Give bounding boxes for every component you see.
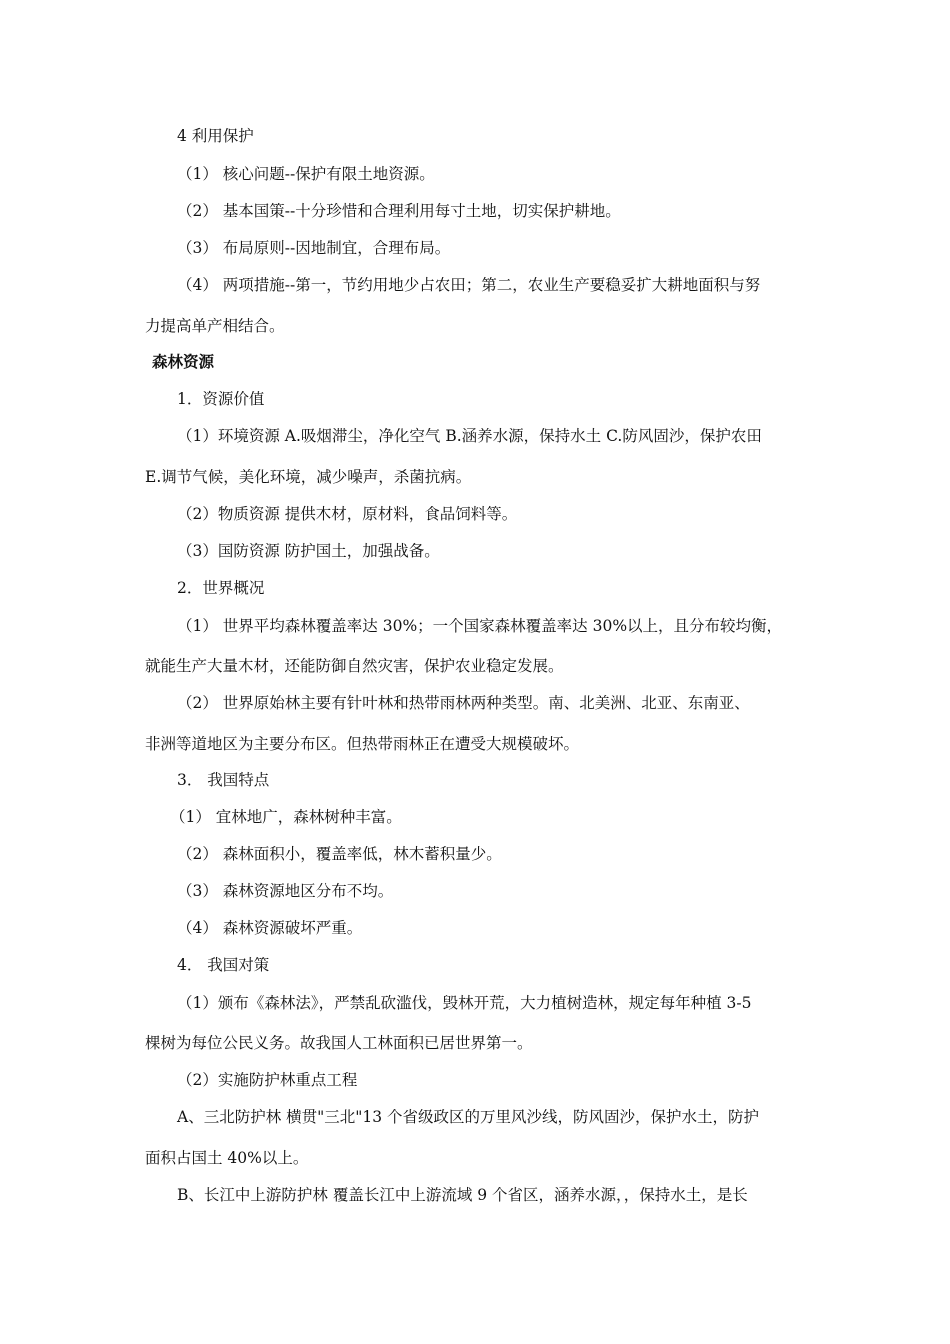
paragraph-line: （3） 森林资源地区分布不均。 [177, 882, 394, 900]
paragraph-line: E.调节气候，美化环境，减少噪声，杀菌抗病。 [145, 468, 472, 486]
paragraph-line: （1）颁布《森林法》，严禁乱砍滥伐，毁林开荒，大力植树造林，规定每年种植 3-5 [177, 994, 752, 1012]
section-heading: 4． 我国对策 [177, 956, 270, 974]
paragraph-line: （4） 两项措施--第一，节约用地少占农田；第二，农业生产要稳妥扩大耕地面积与努 [177, 276, 761, 294]
paragraph-line: （1） 世界平均森林覆盖率达 30%；一个国家森林覆盖率达 30%以上，且分布较均衡， [177, 617, 783, 635]
paragraph-line: （1） 宜林地广，森林树种丰富。 [170, 808, 402, 826]
paragraph-line: （3） 布局原则--因地制宜，合理布局。 [177, 239, 451, 257]
paragraph-line: 就能生产大量木材，还能防御自然灾害，保护农业稳定发展。 [145, 657, 564, 675]
paragraph-line: 非洲等道地区为主要分布区。但热带雨林正在遭受大规模破坏。 [145, 735, 580, 753]
paragraph-line: （2）实施防护林重点工程 [177, 1071, 358, 1089]
paragraph-line: （2） 世界原始林主要有针叶林和热带雨林两种类型。南、北美洲、北亚、东南亚、 [177, 694, 750, 712]
paragraph-line: （4） 森林资源破坏严重。 [177, 919, 363, 937]
paragraph-line: B、长江中上游防护林 覆盖长江中上游流域 9 个省区，涵养水源，，保持水土，是长 [177, 1186, 748, 1204]
paragraph-line: 棵树为每位公民义务。故我国人工林面积已居世界第一。 [145, 1034, 533, 1052]
section-heading: 2．世界概况 [177, 579, 265, 597]
paragraph-line: A、三北防护林 横贯"三北"13 个省级政区的万里风沙线，防风固沙，保护水土，防护 [177, 1108, 760, 1126]
paragraph-line: 力提高单产相结合。 [145, 317, 285, 335]
section-heading: 1．资源价值 [177, 390, 265, 408]
section-heading: 4 利用保护 [177, 127, 254, 145]
paragraph-line: （2） 森林面积小，覆盖率低，林木蓄积量少。 [177, 845, 502, 863]
paragraph-line: （1） 核心问题--保护有限土地资源。 [177, 165, 435, 183]
section-title: 森林资源 [152, 352, 215, 371]
paragraph-line: 面积占国土 40%以上。 [145, 1149, 309, 1167]
paragraph-line: （1）环境资源 A.吸烟滞尘，净化空气 B.涵养水源，保持水土 C.防风固沙，保护农田 [177, 427, 762, 445]
section-heading: 3． 我国特点 [177, 771, 270, 789]
paragraph-line: （2）物质资源 提供木材，原材料，食品饲料等。 [177, 505, 518, 523]
paragraph-line: （2） 基本国策--十分珍惜和合理利用每寸土地，切实保护耕地。 [177, 202, 621, 220]
paragraph-line: （3）国防资源 防护国土，加强战备。 [177, 542, 440, 560]
